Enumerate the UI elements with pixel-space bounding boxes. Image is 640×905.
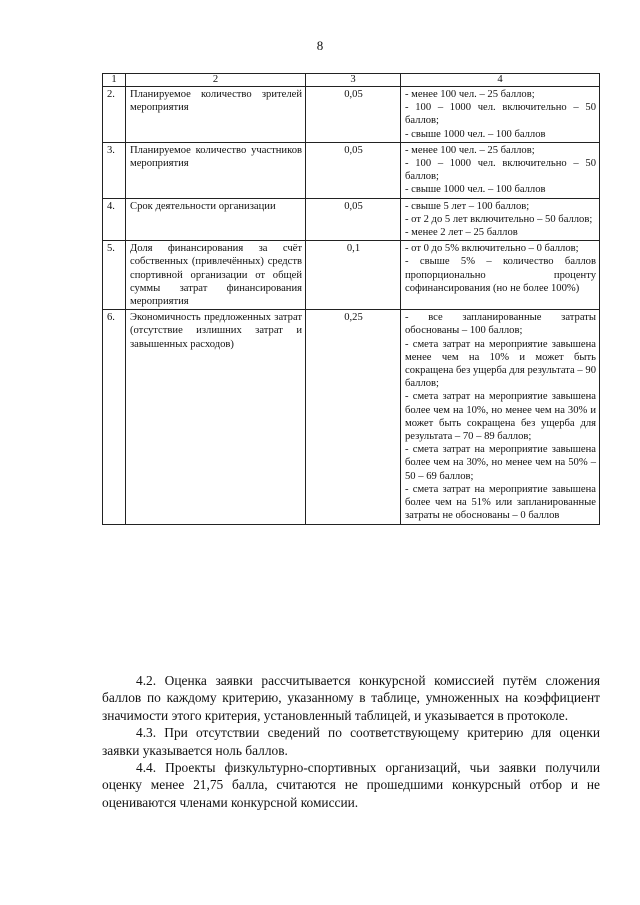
row-number: 4. (103, 198, 126, 241)
row-number: 2. (103, 87, 126, 143)
criterion-name: Доля финансирования за счёт собственных (привлечённых) средств спортивной организации от общей суммы затрат финансирования мероприятия (126, 241, 306, 310)
table-header-row (103, 74, 600, 87)
header-cell: 3 (306, 74, 401, 87)
criterion-coefficient: 0,05 (306, 198, 401, 241)
paragraph-4-4: 4.4. Проекты физкультурно-спортивных организаций, чьи заявки получили оценку менее 21,75 балла, считаются не прошедшими конкурсный отбор и не оцениваются членами конкурсной комиссии. (102, 760, 600, 810)
criterion-name: Экономичность предложенных затрат (отсутствие излишних затрат и завышенных расходов) (126, 310, 306, 524)
scoring-line: - смета затрат на мероприятие завышена менее чем на 10% и может быть сокращена без ущерба для результата – 90 баллов; (405, 338, 596, 390)
scoring-line: - менее 100 чел. – 25 баллов; (405, 144, 535, 156)
criterion-coefficient: 0,05 (306, 87, 401, 143)
scoring-line: - смета затрат на мероприятие завышена более чем на 30%, но менее чем на 50% – 50 – 69 баллов; (405, 444, 596, 482)
scoring-line: - все запланированные затраты обоснованы – 100 баллов; (405, 312, 596, 337)
criterion-scoring (401, 241, 600, 310)
criterion-name: Срок деятельности организации (126, 198, 306, 241)
criterion-coefficient: 0,25 (306, 310, 401, 524)
table-row (103, 310, 600, 524)
criterion-scoring (401, 198, 600, 241)
paragraph-4-3: 4.3. При отсутствии сведений по соответствующему критерию для оценки заявки указывается ноль баллов. (102, 725, 600, 758)
scoring-line: - от 2 до 5 лет включительно – 50 баллов; (405, 213, 593, 225)
criterion-scoring (401, 87, 600, 143)
scoring-line: - свыше 1000 чел. – 100 баллов (405, 184, 546, 196)
scoring-line: - 100 – 1000 чел. включительно – 50 баллов; (405, 102, 596, 127)
row-number: 3. (103, 142, 126, 198)
page-number: 8 (316, 38, 324, 53)
paragraph-4-2: 4.2. Оценка заявки рассчитывается конкурсной комиссией путём сложения баллов по каждому критерию, указанному в таблице, умноженных на коэффициент значимости этого критерия, установленный таблицей, и указывается в протоколе. (102, 673, 600, 723)
table-row (103, 198, 600, 241)
row-number: 5. (103, 241, 126, 310)
scoring-line: - менее 100 чел. – 25 баллов; (405, 89, 535, 100)
scoring-line: - смета затрат на мероприятие завышена более чем на 51% или запланированные затраты не обоснованы – 0 баллов (405, 483, 596, 522)
header-cell: 4 (401, 74, 600, 87)
scoring-line: - от 0 до 5% включительно – 0 баллов; (405, 243, 579, 255)
criterion-coefficient: 0,05 (306, 142, 401, 198)
header-cell: 2 (126, 74, 306, 87)
table-row (103, 241, 600, 310)
table-row (103, 87, 600, 143)
criteria-table (102, 73, 600, 525)
scoring-line: - свыше 1000 чел. – 100 баллов (405, 128, 546, 140)
header-cell: 1 (103, 74, 126, 87)
scoring-line: - смета затрат на мероприятие завышена более чем на 10%, но менее чем на 30% и может быть сокращена без ущерба для результата – 70 – 89 баллов; (405, 391, 596, 443)
scoring-line: - менее 2 лет – 25 баллов (405, 227, 518, 239)
scoring-line: - свыше 5% – количество баллов пропорционально проценту софинансирования (но не более 100%) (405, 256, 596, 294)
scoring-line: - 100 – 1000 чел. включительно – 50 баллов; (405, 158, 596, 183)
body-text (102, 672, 600, 811)
criterion-scoring (401, 310, 600, 524)
criterion-scoring (401, 142, 600, 198)
criterion-name: Планируемое количество участников мероприятия (126, 142, 306, 198)
criterion-coefficient: 0,1 (306, 241, 401, 310)
scoring-line: - свыше 5 лет – 100 баллов; (405, 200, 530, 212)
row-number: 6. (103, 310, 126, 524)
criterion-name: Планируемое количество зрителей мероприятия (126, 87, 306, 143)
table-row (103, 142, 600, 198)
